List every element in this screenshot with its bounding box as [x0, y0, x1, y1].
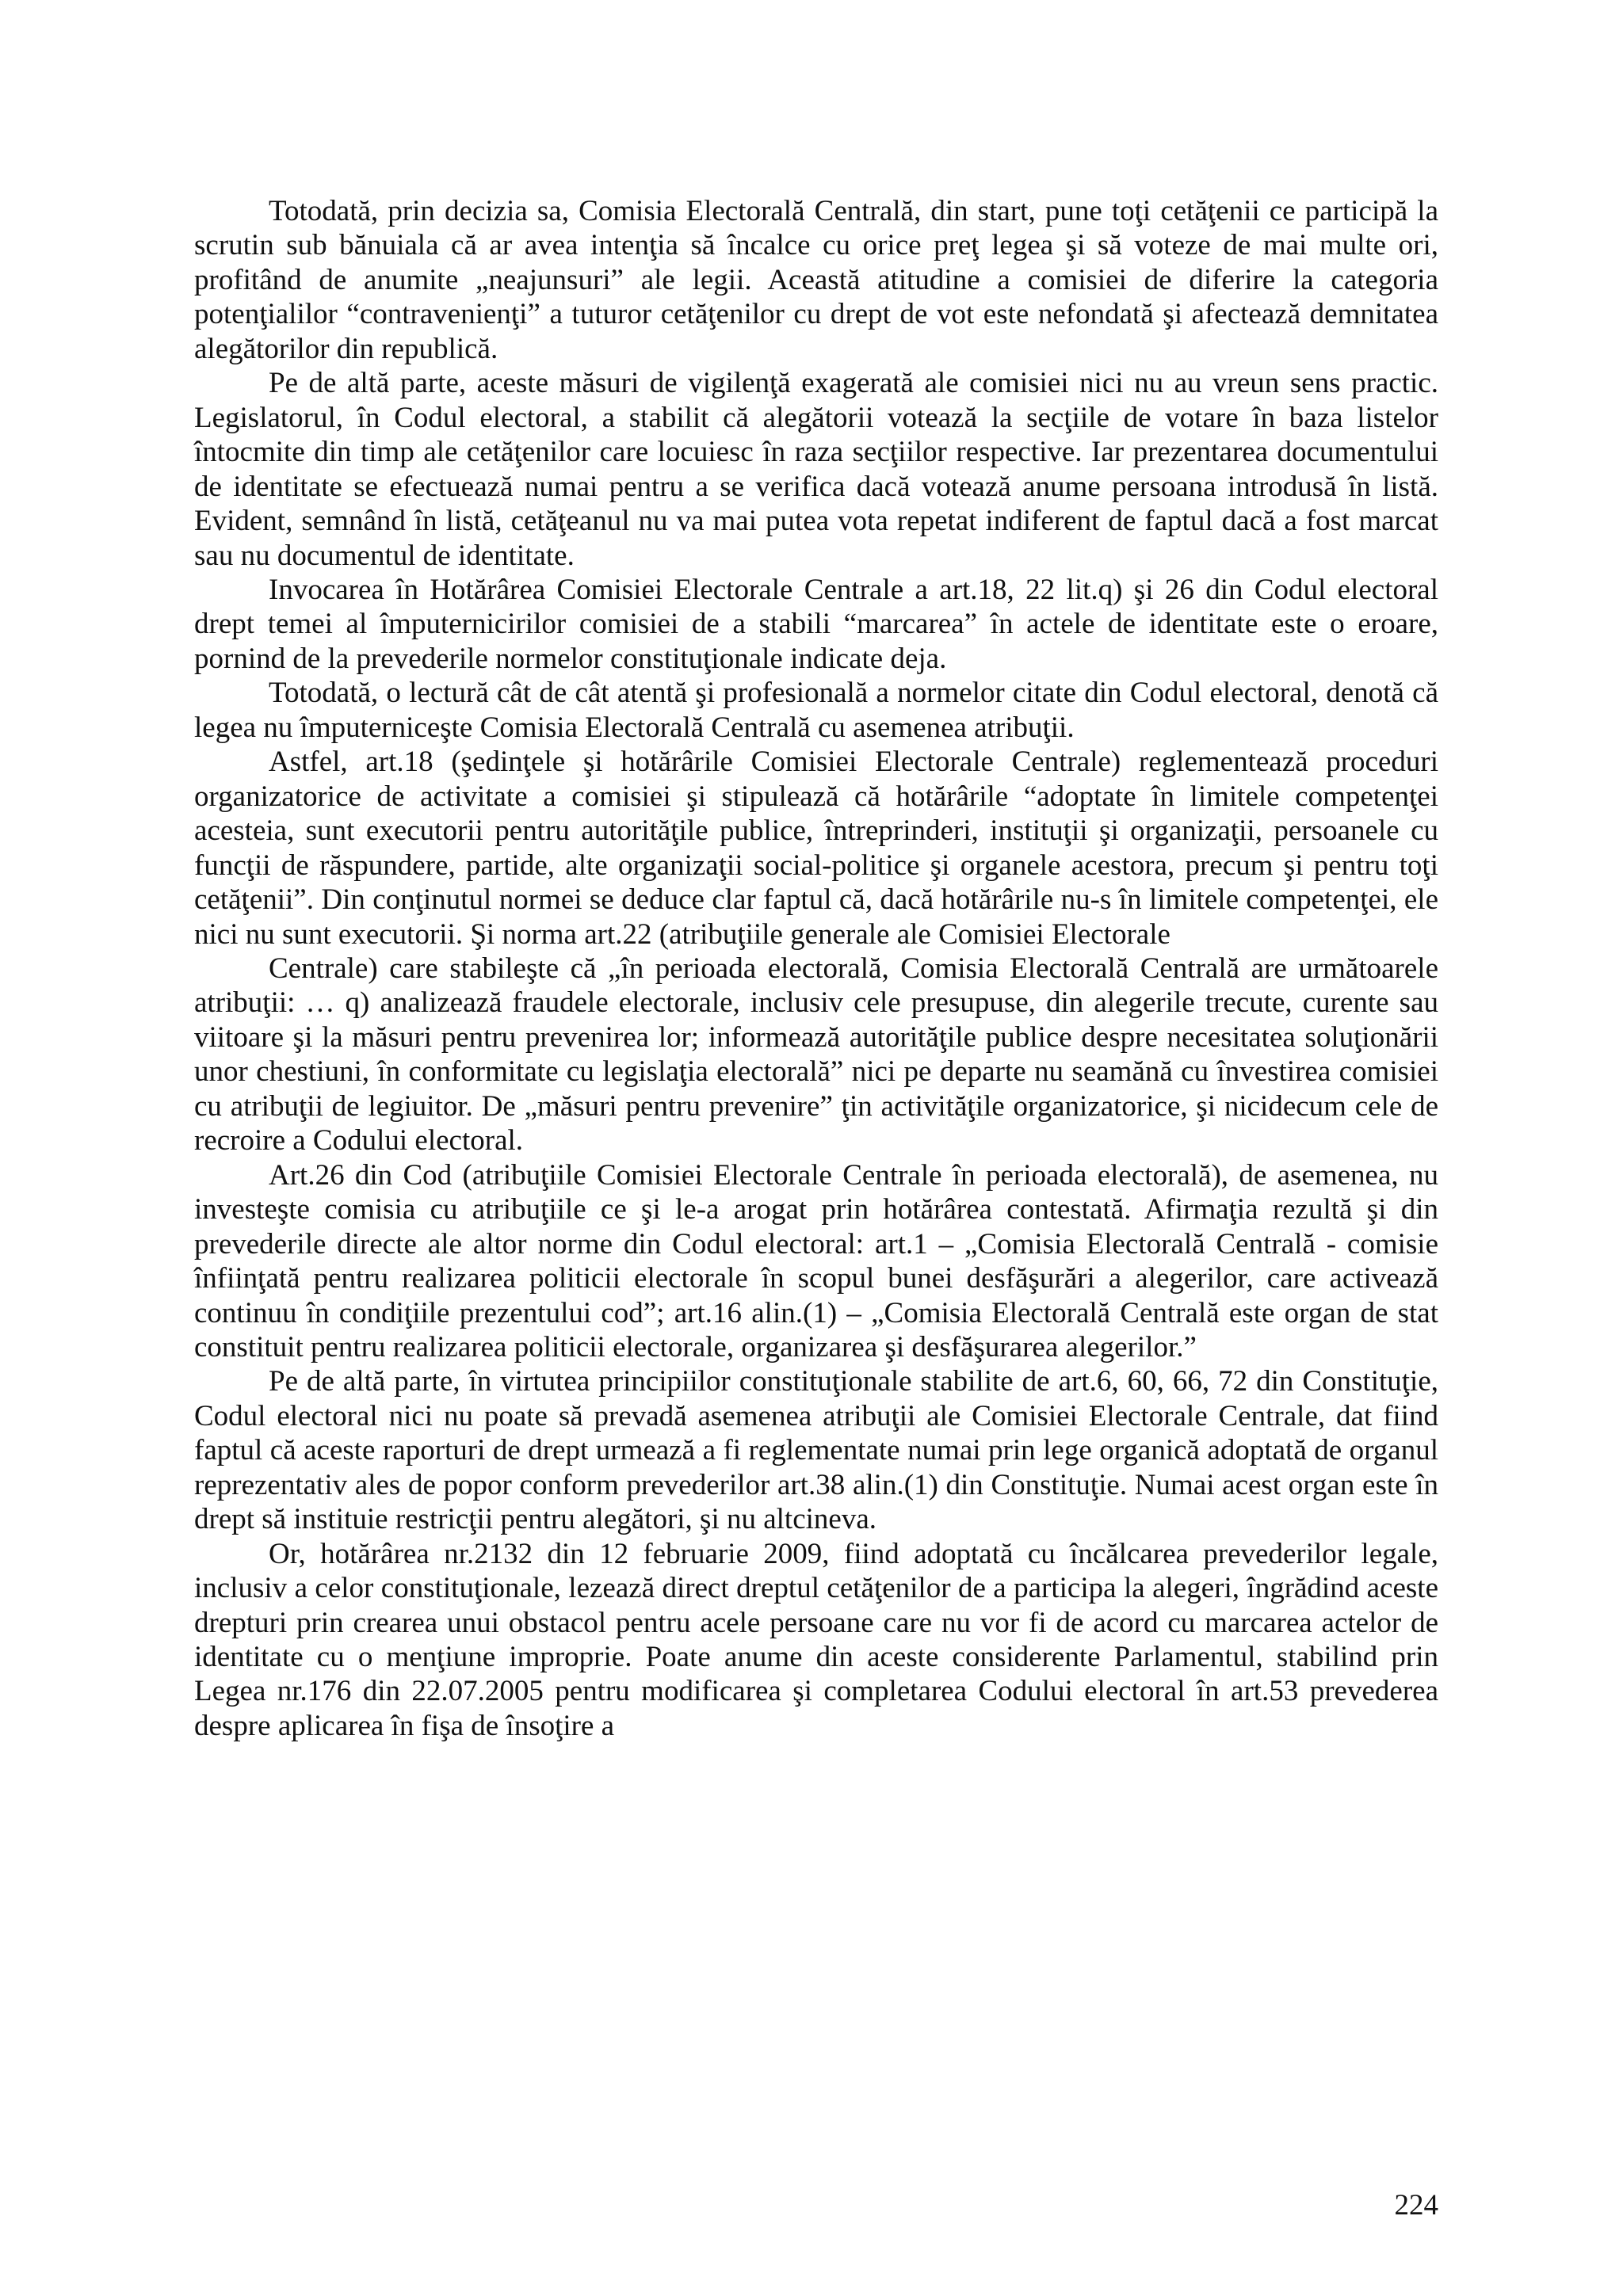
paragraph: Centrale) care stabileşte că „în perioada electorală, Comisia Electorală Centrală are următoarele atribuţii: … q) analizează fraudele electorale, inclusiv cele presupuse, din alegerile trecute, curente sau viitoare şi la măsuri pentru prevenirea lor; informează autorităţile publice despre necesitatea soluţionării unor chestiuni, în conformitate cu legislaţia electorală” nici pe departe nu seamănă cu învestirea comisiei cu atribuţii de legiuitor. De „măsuri pentru prevenire” ţin activităţile organizatorice, şi nicidecum cele de recroire a Codului electoral.: [194, 952, 1438, 1158]
paragraph: Totodată, o lectură cât de cât atentă şi profesională a normelor citate din Codul electoral, denotă că legea nu împuterniceşte Comisia Electorală Centrală cu asemenea atribuţii.: [194, 677, 1438, 744]
body-text: [194, 194, 1438, 1743]
paragraph: Invocarea în Hotărârea Comisiei Electorale Centrale a art.18, 22 lit.q) şi 26 din Codul electoral drept temei al împuternicirilor comisiei de a stabili “marcarea” în actele de identitate este o eroare, pornind de la prevederile normelor constituţionale indicate deja.: [194, 573, 1438, 675]
paragraph: Pe de altă parte, în virtutea principiilor constituţionale stabilite de art.6, 60, 66, 72 din Constituţie, Codul electoral nici nu poate să prevadă asemenea atribuţii ale Comisiei Electorale Centrale, dat fiind faptul că aceste raporturi de drept urmează a fi reglementate numai prin lege organică adoptată de organul reprezentativ ales de popor conform prevederilor art.38 alin.(1) din Constituţie. Numai acest organ este în drept să instituie restricţii pentru alegători, şi nu altcineva.: [194, 1365, 1438, 1536]
paragraph: Pe de altă parte, aceste măsuri de vigilenţă exagerată ale comisiei nici nu au vreun sens practic. Legislatorul, în Codul electoral, a stabilit că alegătorii votează la secţiile de votare în baza listelor întocmite din timp ale cetăţenilor care locuiesc în raza secţiilor respective. Iar prezentarea documentului de identitate se efectuează numai pentru a se verifica dacă votează anume persoana introdusă în listă. Evident, semnând în listă, cetăţeanul nu va mai putea vota repetat indiferent de faptul dacă a fost marcat sau nu documentul de identitate.: [194, 367, 1438, 572]
paragraph: Art.26 din Cod (atribuţiile Comisiei Electorale Centrale în perioada electorală), de asemenea, nu investeşte comisia cu atribuţiile ce şi le-a arogat prin hotărârea contestată. Afirmaţia rezultă şi din prevederile directe ale altor norme din Codul electoral: art.1 – „Comisia Electorală Centrală - comisie înfiinţată pentru realizarea politicii electorale în scopul bunei desfăşurări a alegerilor, care activează continuu în condiţiile prezentului cod”; art.16 alin.(1) – „Comisia Electorală Centrală este organ de stat constituit pentru realizarea politicii electorale, organizarea şi desfăşurarea alegerilor.”: [194, 1158, 1438, 1363]
paragraph: Or, hotărârea nr.2132 din 12 februarie 2009, fiind adoptată cu încălcarea prevederilor legale, inclusiv a celor constituţionale, lezează direct dreptul cetăţenilor de a participa la alegeri, îngrădind aceste drepturi prin crearea unui obstacol pentru acele persoane care nu vor fi de acord cu marcarea actelor de identitate cu o menţiune improprie. Poate anume din aceste considerente Parlamentul, stabilind prin Legea nr.176 din 22.07.2005 pentru modificarea şi completarea Codului electoral în art.53 prevederea despre aplicarea în fişa de însoţire a: [194, 1537, 1438, 1742]
paragraph: Astfel, art.18 (şedinţele şi hotărârile Comisiei Electorale Centrale) reglementează proceduri organizatorice de activitate a comisiei şi stipulează că hotărârile “adoptate în limitele competenţei acesteia, sunt executorii pentru autorităţile publice, întreprinderi, instituţii şi organizaţii, persoanele cu funcţii de răspundere, partide, alte organizaţii social-politice şi organele acestora, precum şi pentru toţi cetăţenii”. Din conţinutul normei se deduce clar faptul că, dacă hotărârile nu-s în limitele competenţei, ele nici nu sunt executorii. Şi norma art.22 (atribuţiile generale ale Comisiei Electorale: [194, 746, 1438, 951]
page-number: 224: [1394, 2189, 1438, 2222]
paragraph: Totodată, prin decizia sa, Comisia Electorală Centrală, din start, pune toţi cetăţenii ce participă la scrutin sub bănuiala că ar avea intenţia să încalce cu orice preţ legea şi să voteze de mai multe ori, profitând de anumite „neajunsuri” ale legii. Această atitudine a comisiei de diferire la categoria potenţialilor “contravenienţi” a tuturor cetăţenilor cu drept de vot este nefondată şi afectează demnitatea alegătorilor din republică.: [194, 195, 1438, 365]
